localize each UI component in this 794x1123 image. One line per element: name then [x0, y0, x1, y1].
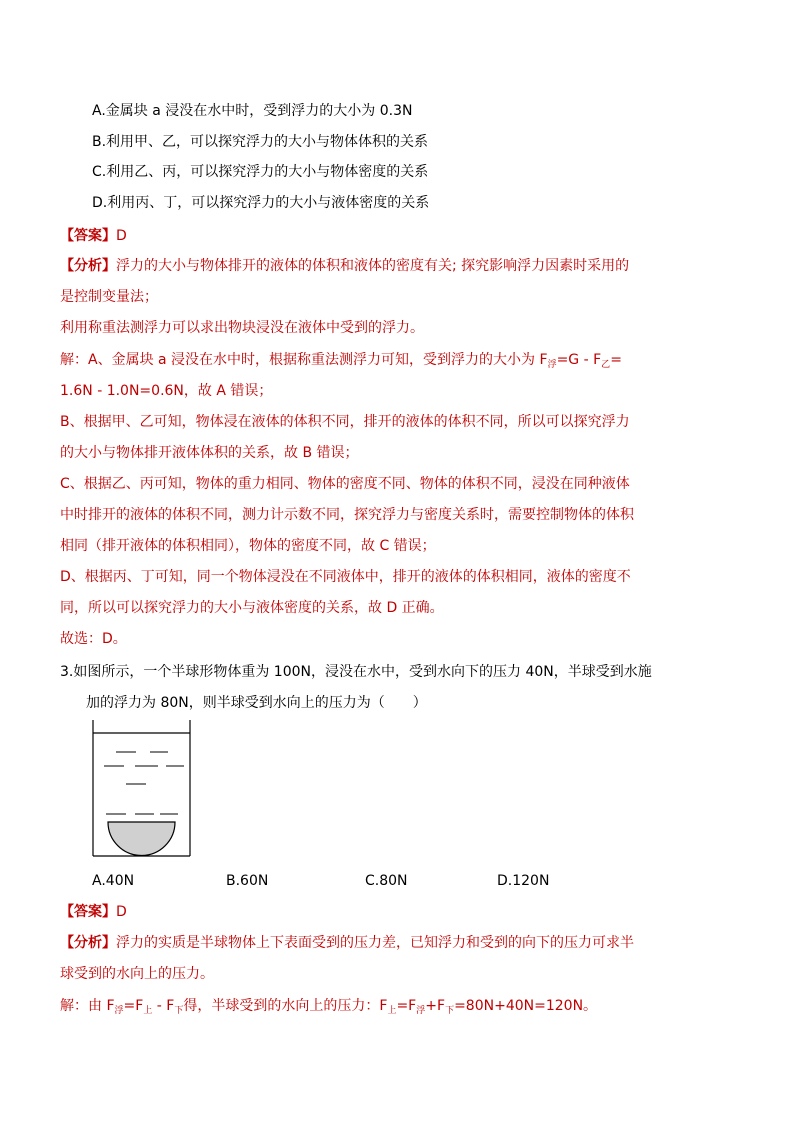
option-a: A.金属块 a 浸没在水中时，受到浮力的大小为 0.3N	[92, 103, 413, 119]
q3-analysis-line-1	[60, 933, 634, 953]
q3-sol-plus: +F	[425, 998, 446, 1014]
q3-answer	[60, 902, 127, 922]
q3-option-d: D.120N	[497, 873, 550, 889]
q3-sub-3: 下	[174, 1006, 184, 1016]
hemisphere-diagram	[88, 718, 198, 863]
analysis-text-1: 浮力的大小与物体排开的液体的体积和液体的密度有关; 探究影响浮力因素时采用的	[116, 258, 630, 274]
option-d: D.利用丙、丁，可以探究浮力的大小与液体密度的关系	[92, 195, 430, 211]
solution-d-line-1: D、根据丙、丁可知，同一个物体浸没在不同液体中，排开的液体的体积相同，液体的密度不	[60, 569, 631, 585]
answer-label: 【答案】	[60, 228, 116, 244]
q3-sub-4: 上	[387, 1006, 397, 1016]
solution-d-line-2: 同，所以可以探究浮力的大小与液体密度的关系，故 D 正确。	[60, 600, 444, 616]
q3-stem-line-1: 3.如图所示，一个半球形物体重为 100N，浸没在水中，受到水向下的压力 40N，半球受到水施	[60, 664, 652, 680]
solution-a-mid: =G - F	[556, 352, 602, 368]
q3-analysis-label: 【分析】	[60, 935, 116, 951]
hemisphere	[108, 822, 175, 856]
q3-sol-eq2: =F	[396, 998, 417, 1014]
subscript-buoyancy: 浮	[547, 360, 557, 370]
q3-sol-minus: - F	[152, 998, 175, 1014]
solution-a-text: 解：A、金属块 a 浸没在水中时，根据称重法测浮力可知，受到浮力的大小为 F	[60, 352, 548, 368]
q3-answer-value: D	[116, 904, 127, 920]
q3-analysis-line-2: 球受到的水向上的压力。	[60, 966, 214, 982]
solution-a-line-2: 1.6N - 1.0N=0.6N，故 A 错误；	[60, 383, 273, 399]
q3-solution	[60, 996, 597, 1021]
q3-option-c: C.80N	[365, 873, 408, 889]
q3-sub-2: 上	[143, 1006, 153, 1016]
answer-value: D	[116, 228, 127, 244]
q3-sol-eq1: =F	[123, 998, 144, 1014]
solution-b-line-1: B、根据甲、乙可知，物体浸在液体的体积不同，排开的液体的体积不同，所以可以探究浮力	[60, 414, 630, 430]
solution-c-line-3: 相同（排开液体的体积相同），物体的密度不同，故 C 错误；	[60, 538, 436, 554]
solution-a-post: =	[610, 352, 622, 368]
solution-conclusion: 故选：D。	[60, 631, 127, 647]
q3-analysis-text-1: 浮力的实质是半球物体上下表面受到的压力差，已知浮力和受到的向下的压力可求半	[116, 935, 634, 951]
subscript-yi: 乙	[601, 360, 611, 370]
q3-sub-6: 下	[445, 1006, 455, 1016]
q3-sol-mid: 得，半球受到的水向上的压力：F	[183, 998, 388, 1014]
q2-answer	[60, 226, 127, 246]
solution-a-line-1	[60, 350, 622, 375]
q3-sub-5: 浮	[416, 1006, 426, 1016]
analysis-label: 【分析】	[60, 258, 116, 274]
analysis-line-3: 利用称重法测浮力可以求出物块浸没在液体中受到的浮力。	[60, 320, 424, 336]
q3-answer-label: 【答案】	[60, 904, 116, 920]
q3-stem-line-2: 加的浮力为 80N，则半球受到水向上的压力为（ ）	[86, 695, 427, 711]
q3-sub-1: 浮	[114, 1006, 124, 1016]
q3-option-b: B.60N	[226, 873, 269, 889]
solution-c-line-1: C、根据乙、丙可知，物体的重力相同、物体的密度不同、物体的体积不同，浸没在同种液体	[60, 476, 630, 492]
q3-sol-result: =80N+40N=120N。	[454, 998, 598, 1014]
option-c: C.利用乙、丙，可以探究浮力的大小与物体密度的关系	[92, 164, 429, 180]
solution-b-line-2: 的大小与物体排开液体体积的关系，故 B 错误；	[60, 445, 359, 461]
analysis-line-2: 是控制变量法；	[60, 289, 158, 305]
solution-c-line-2: 中时排开的液体的体积不同，测力计示数不同，探究浮力与密度关系时，需要控制物体的体积	[60, 507, 634, 523]
q3-sol-pre: 解：由 F	[60, 998, 115, 1014]
option-b: B.利用甲、乙，可以探究浮力的大小与物体体积的关系	[92, 134, 429, 150]
q3-option-a: A.40N	[92, 873, 135, 889]
analysis-line-1	[60, 256, 629, 276]
